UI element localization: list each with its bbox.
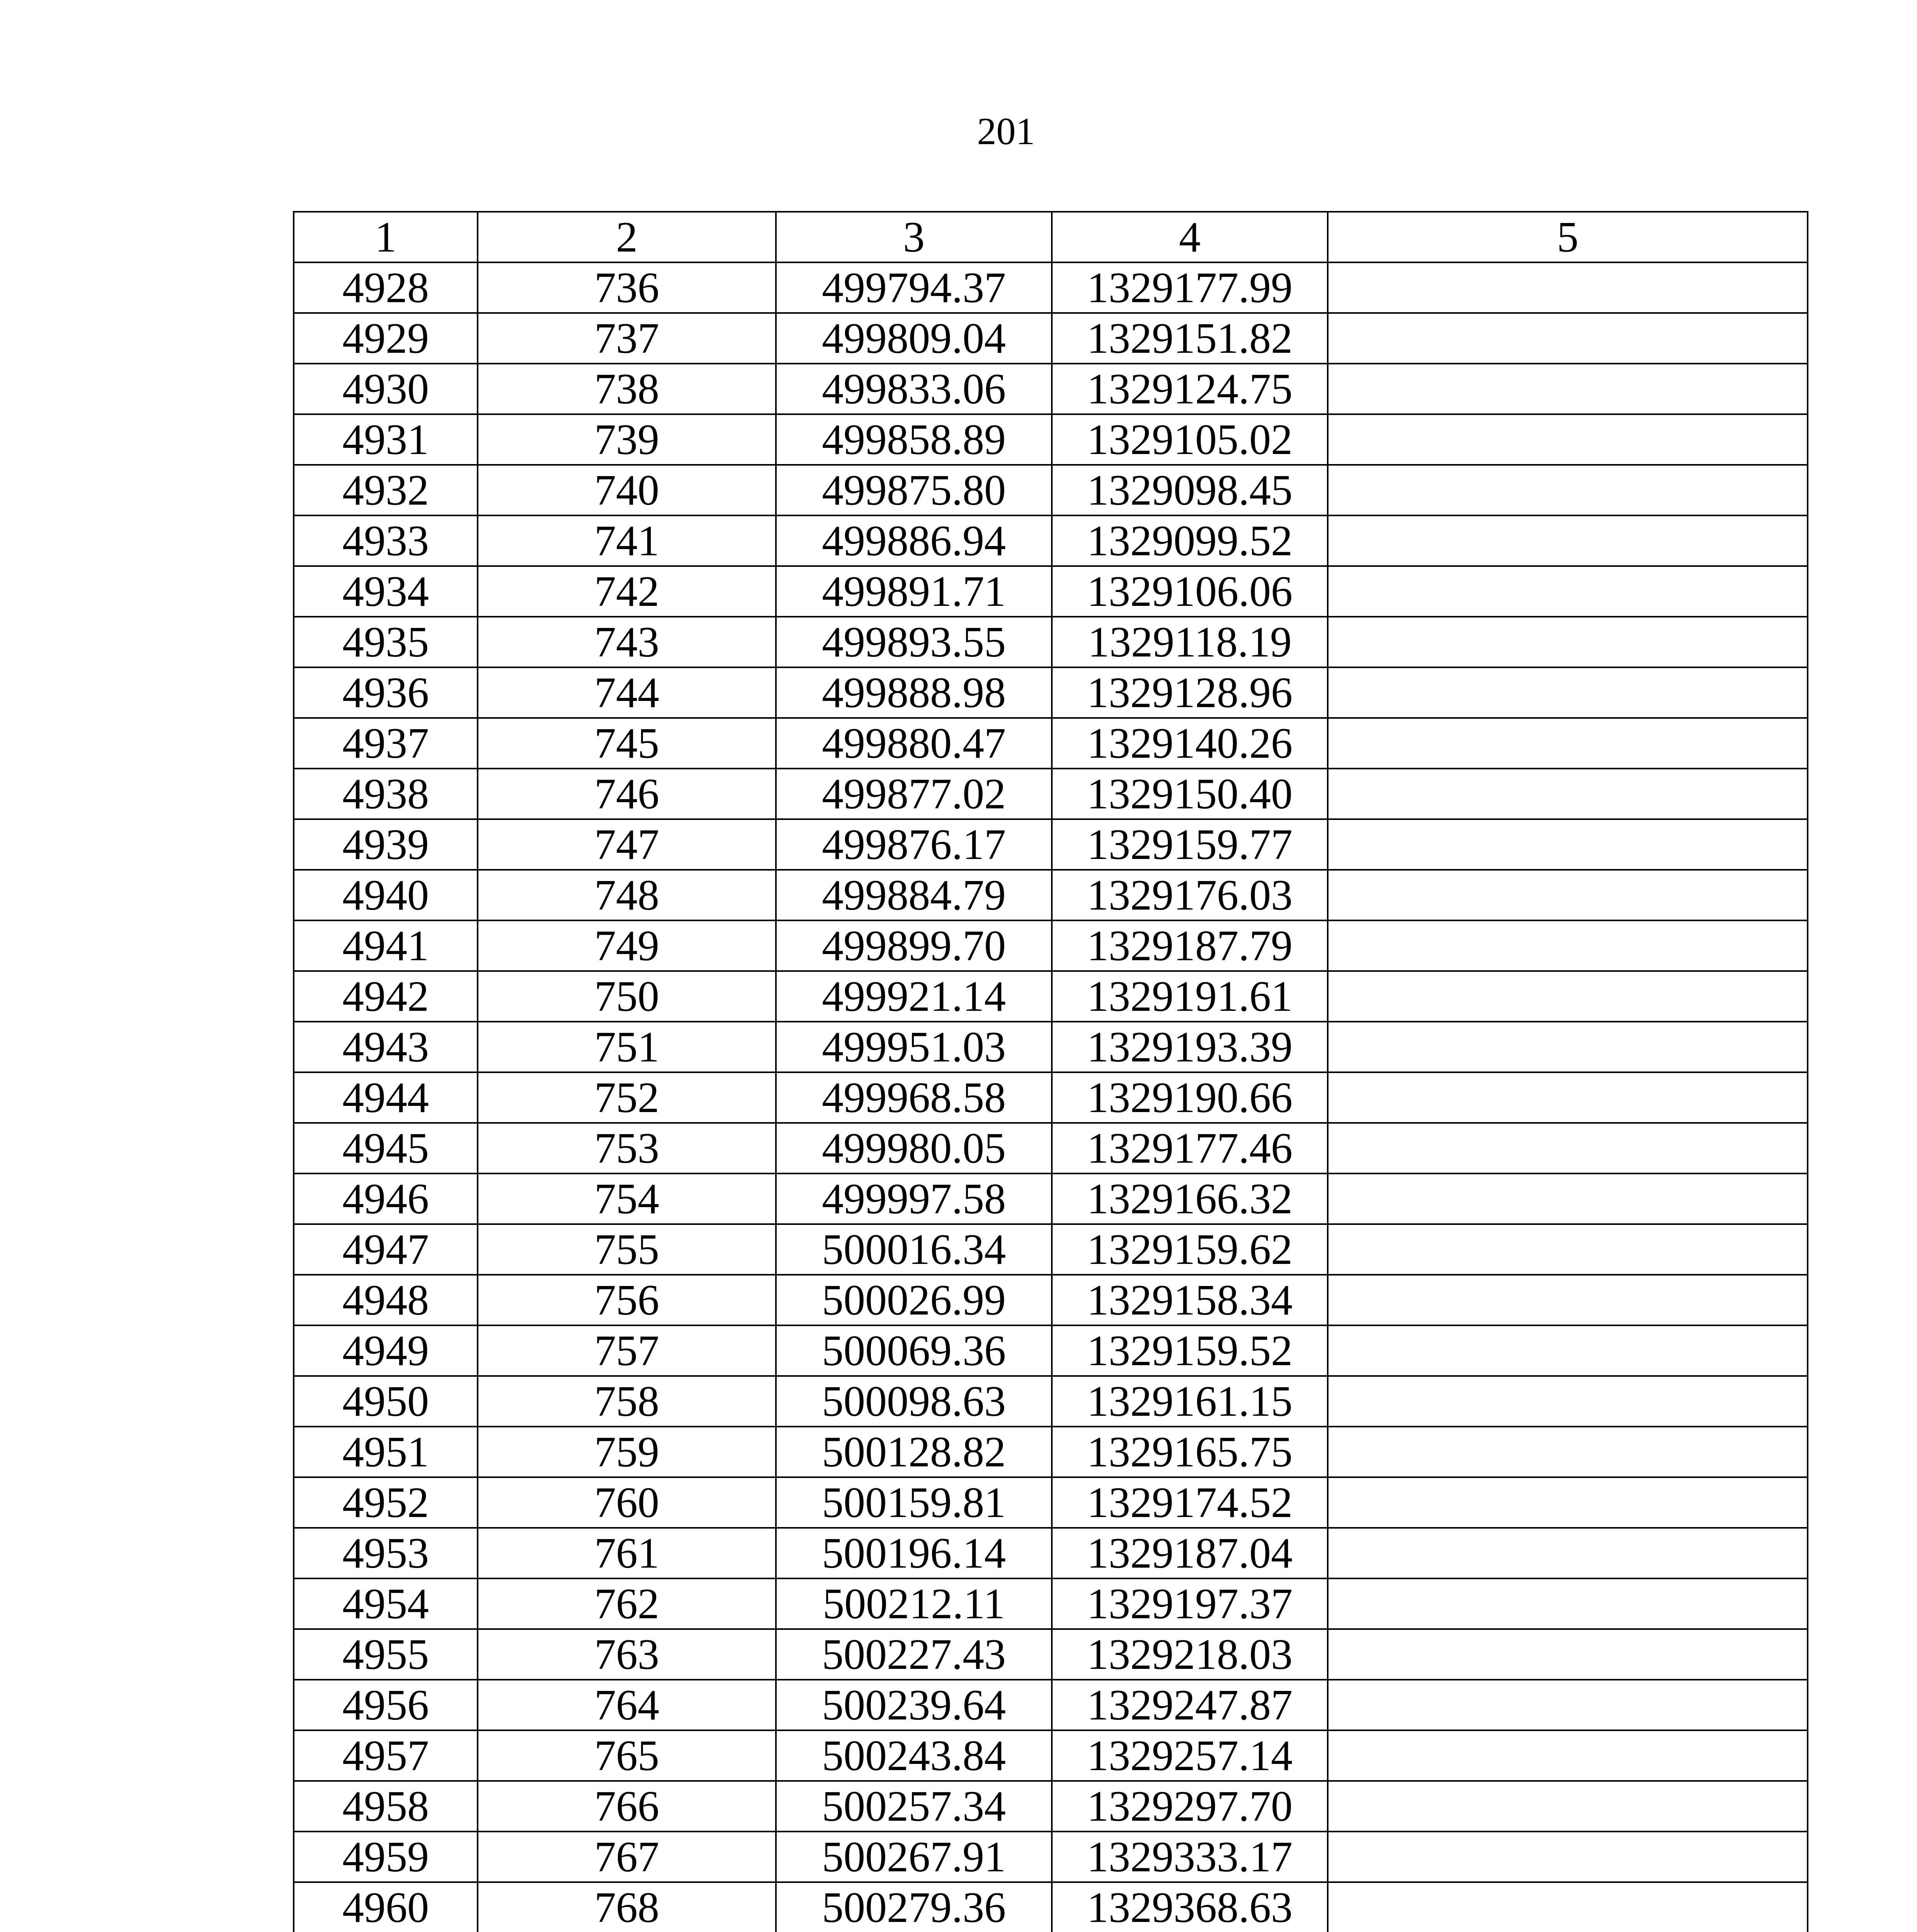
table-row xyxy=(294,1325,1808,1376)
table-row xyxy=(294,414,1808,465)
table-row xyxy=(294,364,1808,414)
table-row xyxy=(294,870,1808,920)
table-cell: 499809.04 xyxy=(776,313,1052,364)
table-cell: 1329174.52 xyxy=(1052,1477,1328,1528)
table-cell xyxy=(1328,1730,1808,1781)
table-cell: 500016.34 xyxy=(776,1224,1052,1275)
table-cell: 763 xyxy=(478,1629,776,1680)
table-cell: 4943 xyxy=(294,1022,478,1072)
table-cell xyxy=(1328,1832,1808,1882)
table-row xyxy=(294,1680,1808,1730)
table-cell: 4954 xyxy=(294,1578,478,1629)
table-cell xyxy=(1328,971,1808,1022)
table-cell: 500069.36 xyxy=(776,1325,1052,1376)
column-header: 4 xyxy=(1052,212,1328,262)
table-cell: 750 xyxy=(478,971,776,1022)
table-cell: 499893.55 xyxy=(776,617,1052,667)
table-cell: 4950 xyxy=(294,1376,478,1427)
table-cell xyxy=(1328,1680,1808,1730)
table-cell: 500243.84 xyxy=(776,1730,1052,1781)
table-cell: 1329128.96 xyxy=(1052,667,1328,718)
table-cell: 747 xyxy=(478,819,776,870)
table-row xyxy=(294,1224,1808,1275)
table-cell xyxy=(1328,1781,1808,1832)
table-cell: 1329187.79 xyxy=(1052,920,1328,971)
table-cell: 1329197.37 xyxy=(1052,1578,1328,1629)
table-cell: 4929 xyxy=(294,313,478,364)
table-row xyxy=(294,1173,1808,1224)
table-cell: 1329099.52 xyxy=(1052,515,1328,566)
page-number: 201 xyxy=(977,110,1035,153)
table-cell: 500196.14 xyxy=(776,1528,1052,1578)
table-cell: 499997.58 xyxy=(776,1173,1052,1224)
table-cell xyxy=(1328,313,1808,364)
table-cell: 499880.47 xyxy=(776,718,1052,769)
table-cell: 4953 xyxy=(294,1528,478,1578)
table-cell: 1329105.02 xyxy=(1052,414,1328,465)
table-cell: 500257.34 xyxy=(776,1781,1052,1832)
table-cell: 1329151.82 xyxy=(1052,313,1328,364)
table-cell: 1329177.99 xyxy=(1052,262,1328,313)
table-cell: 4931 xyxy=(294,414,478,465)
table-cell: 1329165.75 xyxy=(1052,1427,1328,1477)
table-cell: 1329218.03 xyxy=(1052,1629,1328,1680)
table-cell xyxy=(1328,667,1808,718)
table-cell: 500128.82 xyxy=(776,1427,1052,1477)
table-cell: 746 xyxy=(478,769,776,819)
table-row xyxy=(294,1072,1808,1123)
table-row xyxy=(294,566,1808,617)
table-cell: 1329368.63 xyxy=(1052,1882,1328,1932)
table-cell: 499833.06 xyxy=(776,364,1052,414)
table-cell: 499794.37 xyxy=(776,262,1052,313)
table-cell: 1329118.19 xyxy=(1052,617,1328,667)
table-cell: 1329166.32 xyxy=(1052,1173,1328,1224)
table-cell xyxy=(1328,617,1808,667)
column-header: 3 xyxy=(776,212,1052,262)
table-cell xyxy=(1328,870,1808,920)
table-cell: 4949 xyxy=(294,1325,478,1376)
table-cell xyxy=(1328,414,1808,465)
table-cell: 748 xyxy=(478,870,776,920)
table-row xyxy=(294,819,1808,870)
table-row xyxy=(294,1578,1808,1629)
table-cell xyxy=(1328,1123,1808,1173)
table-cell: 499858.89 xyxy=(776,414,1052,465)
table-cell: 736 xyxy=(478,262,776,313)
table-cell xyxy=(1328,1528,1808,1578)
table-cell: 4938 xyxy=(294,769,478,819)
table-cell: 4948 xyxy=(294,1275,478,1325)
table-cell: 499884.79 xyxy=(776,870,1052,920)
table-cell: 1329098.45 xyxy=(1052,465,1328,515)
table-cell: 4937 xyxy=(294,718,478,769)
table-cell xyxy=(1328,1376,1808,1427)
coordinates-table xyxy=(293,211,1808,1932)
table-row xyxy=(294,1730,1808,1781)
table-cell xyxy=(1328,515,1808,566)
table-cell xyxy=(1328,769,1808,819)
table-cell xyxy=(1328,364,1808,414)
table-row xyxy=(294,1882,1808,1932)
table-cell xyxy=(1328,1629,1808,1680)
table-cell: 764 xyxy=(478,1680,776,1730)
table-row xyxy=(294,465,1808,515)
table-cell: 1329247.87 xyxy=(1052,1680,1328,1730)
table-cell: 4930 xyxy=(294,364,478,414)
table-cell: 1329158.34 xyxy=(1052,1275,1328,1325)
table-cell: 742 xyxy=(478,566,776,617)
table-cell: 753 xyxy=(478,1123,776,1173)
table-row xyxy=(294,667,1808,718)
table-cell xyxy=(1328,1325,1808,1376)
table-cell: 499968.58 xyxy=(776,1072,1052,1123)
table-cell: 766 xyxy=(478,1781,776,1832)
table-cell: 4951 xyxy=(294,1427,478,1477)
table-row xyxy=(294,920,1808,971)
table-cell: 1329106.06 xyxy=(1052,566,1328,617)
table-cell: 1329187.04 xyxy=(1052,1528,1328,1578)
table-cell: 4946 xyxy=(294,1173,478,1224)
table-cell: 743 xyxy=(478,617,776,667)
table-row xyxy=(294,313,1808,364)
table-cell: 4958 xyxy=(294,1781,478,1832)
table-header xyxy=(294,212,1808,262)
table-row xyxy=(294,1528,1808,1578)
table-cell: 4933 xyxy=(294,515,478,566)
table-cell: 500098.63 xyxy=(776,1376,1052,1427)
table-cell: 761 xyxy=(478,1528,776,1578)
table-cell xyxy=(1328,1072,1808,1123)
table-cell: 755 xyxy=(478,1224,776,1275)
column-header: 2 xyxy=(478,212,776,262)
table-row xyxy=(294,1022,1808,1072)
table-cell: 749 xyxy=(478,920,776,971)
table-cell: 500212.11 xyxy=(776,1578,1052,1629)
table-row xyxy=(294,1376,1808,1427)
table-cell: 4932 xyxy=(294,465,478,515)
table-cell: 768 xyxy=(478,1882,776,1932)
table-cell xyxy=(1328,718,1808,769)
table-cell: 499891.71 xyxy=(776,566,1052,617)
table-cell xyxy=(1328,1427,1808,1477)
table-cell: 500267.91 xyxy=(776,1832,1052,1882)
table-cell: 499875.80 xyxy=(776,465,1052,515)
table-cell xyxy=(1328,1578,1808,1629)
table-cell: 4960 xyxy=(294,1882,478,1932)
table-cell: 1329161.15 xyxy=(1052,1376,1328,1427)
table-cell: 767 xyxy=(478,1832,776,1882)
table-row xyxy=(294,515,1808,566)
column-header: 5 xyxy=(1328,212,1808,262)
table-cell: 4957 xyxy=(294,1730,478,1781)
table-row xyxy=(294,1832,1808,1882)
table-cell: 738 xyxy=(478,364,776,414)
table-row xyxy=(294,1477,1808,1528)
table-cell: 762 xyxy=(478,1578,776,1629)
table-cell xyxy=(1328,465,1808,515)
table-cell xyxy=(1328,1882,1808,1932)
table-cell: 1329191.61 xyxy=(1052,971,1328,1022)
table-cell: 499876.17 xyxy=(776,819,1052,870)
table-cell: 758 xyxy=(478,1376,776,1427)
table-row xyxy=(294,262,1808,313)
table-cell: 1329159.77 xyxy=(1052,819,1328,870)
table-cell: 4928 xyxy=(294,262,478,313)
table-cell: 1329159.62 xyxy=(1052,1224,1328,1275)
table-row xyxy=(294,769,1808,819)
table-cell: 1329257.14 xyxy=(1052,1730,1328,1781)
table-cell xyxy=(1328,1275,1808,1325)
table-cell: 499886.94 xyxy=(776,515,1052,566)
table-cell: 759 xyxy=(478,1427,776,1477)
table-cell: 499951.03 xyxy=(776,1022,1052,1072)
table-cell: 765 xyxy=(478,1730,776,1781)
table-cell: 499980.05 xyxy=(776,1123,1052,1173)
table-cell: 1329297.70 xyxy=(1052,1781,1328,1832)
table-cell xyxy=(1328,262,1808,313)
table-cell: 4945 xyxy=(294,1123,478,1173)
table-row xyxy=(294,718,1808,769)
table-cell: 757 xyxy=(478,1325,776,1376)
table-cell xyxy=(1328,1477,1808,1528)
table-cell: 1329190.66 xyxy=(1052,1072,1328,1123)
table-cell xyxy=(1328,920,1808,971)
table-cell xyxy=(1328,1173,1808,1224)
table-row xyxy=(294,1629,1808,1680)
table-cell: 4935 xyxy=(294,617,478,667)
table-cell: 4934 xyxy=(294,566,478,617)
table-cell: 739 xyxy=(478,414,776,465)
table-cell: 4939 xyxy=(294,819,478,870)
table-cell: 4944 xyxy=(294,1072,478,1123)
table-cell: 1329150.40 xyxy=(1052,769,1328,819)
table-cell: 4936 xyxy=(294,667,478,718)
table-cell: 745 xyxy=(478,718,776,769)
table-cell: 752 xyxy=(478,1072,776,1123)
table-cell: 499877.02 xyxy=(776,769,1052,819)
table-cell: 754 xyxy=(478,1173,776,1224)
table-cell: 751 xyxy=(478,1022,776,1072)
table-cell xyxy=(1328,1224,1808,1275)
table-cell: 499899.70 xyxy=(776,920,1052,971)
table-cell: 500279.36 xyxy=(776,1882,1052,1932)
table-cell: 1329177.46 xyxy=(1052,1123,1328,1173)
table-row xyxy=(294,1781,1808,1832)
table-cell: 500239.64 xyxy=(776,1680,1052,1730)
table-row xyxy=(294,1275,1808,1325)
table-cell: 500227.43 xyxy=(776,1629,1052,1680)
table-cell: 741 xyxy=(478,515,776,566)
table-cell: 1329124.75 xyxy=(1052,364,1328,414)
table-cell: 4955 xyxy=(294,1629,478,1680)
table-cell: 500159.81 xyxy=(776,1477,1052,1528)
table-cell: 499888.98 xyxy=(776,667,1052,718)
table-cell: 737 xyxy=(478,313,776,364)
table-row xyxy=(294,1427,1808,1477)
table-body xyxy=(294,262,1808,1932)
table-cell: 1329140.26 xyxy=(1052,718,1328,769)
table-cell: 1329176.03 xyxy=(1052,870,1328,920)
table-cell: 4959 xyxy=(294,1832,478,1882)
table-cell: 740 xyxy=(478,465,776,515)
header-row xyxy=(294,212,1808,262)
table-cell: 1329193.39 xyxy=(1052,1022,1328,1072)
table-cell: 1329159.52 xyxy=(1052,1325,1328,1376)
table-cell: 4956 xyxy=(294,1680,478,1730)
table-cell: 500026.99 xyxy=(776,1275,1052,1325)
column-header: 1 xyxy=(294,212,478,262)
table-row xyxy=(294,971,1808,1022)
table-cell xyxy=(1328,1022,1808,1072)
table-cell: 760 xyxy=(478,1477,776,1528)
table-row xyxy=(294,1123,1808,1173)
table-cell xyxy=(1328,566,1808,617)
table-cell: 1329333.17 xyxy=(1052,1832,1328,1882)
table-cell: 4941 xyxy=(294,920,478,971)
table-cell: 744 xyxy=(478,667,776,718)
table-cell: 4942 xyxy=(294,971,478,1022)
table-row xyxy=(294,617,1808,667)
table-cell: 4940 xyxy=(294,870,478,920)
table-cell xyxy=(1328,819,1808,870)
table-cell: 756 xyxy=(478,1275,776,1325)
table-cell: 4947 xyxy=(294,1224,478,1275)
table-cell: 499921.14 xyxy=(776,971,1052,1022)
table-cell: 4952 xyxy=(294,1477,478,1528)
